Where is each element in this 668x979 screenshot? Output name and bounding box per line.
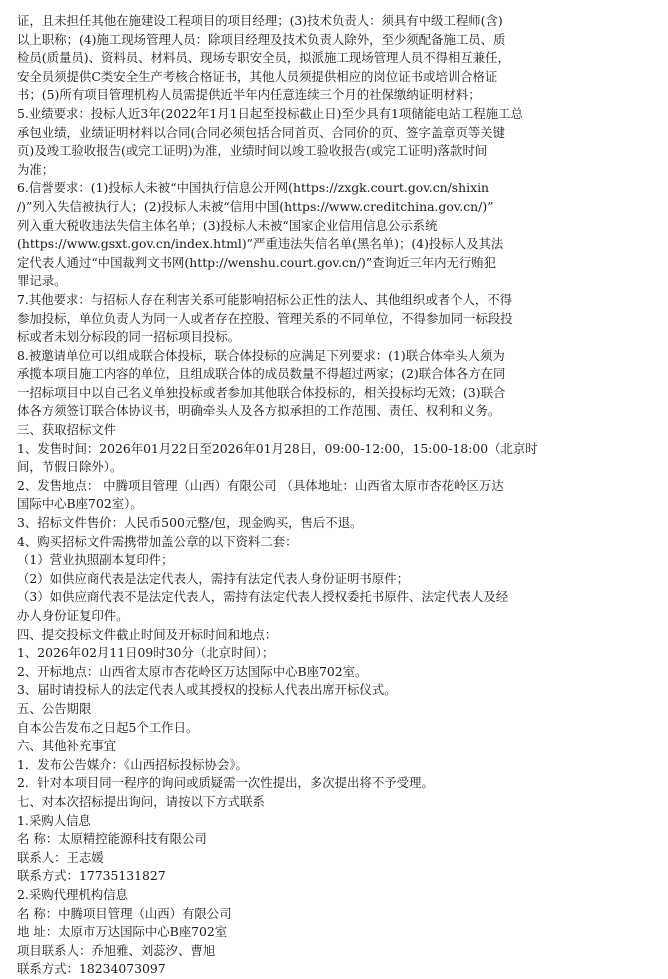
text-line: 1、2026年02月11日09时30分（北京时间）； <box>17 645 275 661</box>
text-line: 1.采购人信息 <box>17 812 91 828</box>
text-line: 5.业绩要求：投标人近3年(2022年1月1日起至投标截止日)至少具有1项储能电站工程施工总 <box>17 105 523 121</box>
text-line: 3、招标文件售价：人民币500元整/包，现金购买，售后不退。 <box>17 515 363 531</box>
text-line: 6.信誉要求：(1)投标人未被“中国执行信息公开网(https://zxgk.court.gov.cn/shixin <box>17 180 490 196</box>
text-line: 4、购买招标文件需携带加盖公章的以下资料二套： <box>17 533 298 549</box>
text-line: 三、获取招标文件 <box>17 422 117 438</box>
text-line: 2、开标地点：山西省太原市杏花岭区万达国际中心B座702室。 <box>17 663 368 679</box>
text-line: 定代表人通过“中国裁判文书网(http://wenshu.court.gov.cn/)”查询近三年内无行贿犯 <box>17 254 497 270</box>
text-line: 1、发售时间：2026年01月22日至2026年01月28日，09:00-12:00，15:00-18:00（北京时 <box>17 440 538 456</box>
text-line: 3、届时请投标人的法定代表人或其授权的投标人代表出席开标仪式。 <box>17 682 397 698</box>
text-line: 1．发布公告媒介：《山西招标投标协会》。 <box>17 756 248 772</box>
text-line: 办人身份证复印件。 <box>17 608 129 623</box>
text-line: 间，节假日除外）。 <box>17 459 123 475</box>
text-line: 为准； <box>17 161 55 177</box>
text-line: 检员(质量员)、资料员、材料员、现场专职安全员，拟派施工现场管理人员不得相互兼任， <box>17 50 510 66</box>
text-line: （2）如供应商代表是法定代表人，需持有法定代表人身份证明书原件； <box>17 570 409 586</box>
text-line: 自本公告发布之日起5个工作日。 <box>17 719 199 735</box>
text-line: 五、公告期限 <box>17 700 92 716</box>
text-line: 七、对本次招标提出询问，请按以下方式联系 <box>17 793 265 809</box>
text-line: （1）营业执照副本复印件； <box>17 552 174 568</box>
text-line: 名 称：太原精控能源科技有限公司 <box>17 831 207 847</box>
text-line: 体各方须签订联合体协议书，明确牵头人及各方拟承担的工作范围、责任、权利和义务。 <box>17 403 501 419</box>
text-line: 证，且未担任其他在施建设工程项目的项目经理；(3)技术负责人：须具有中级工程师(含) <box>17 13 503 28</box>
text-line: /)”列入失信被执行人；(2)投标人未被“信用中国(https://www.creditchina.gov.cn/)” <box>17 198 494 214</box>
text-line: 书；(5)所有项目管理机构人员需提供近半年内任意连续三个月的社保缴纳证明材料； <box>17 87 481 103</box>
text-line: 一招标项目中以自己名义单独投标或者参加其他联合体投标的，相关投标均无效；(3)联合 <box>17 384 506 400</box>
text-line: 名 称：中腾项目管理（山西）有限公司 <box>17 905 232 921</box>
text-line: 地 址：太原市万达国际中心B座702室 <box>17 924 228 940</box>
text-line: 罪记录。 <box>17 273 67 289</box>
text-line: 2．针对本项目同一程序的询问或质疑需一次性提出，多次提出将不予受理。 <box>17 775 434 791</box>
text-line: 承揽本项目施工内容的单位，且组成联合体的成员数量不得超过两家；(2)联合体各方在同 <box>17 366 506 382</box>
text-line: 联系方式：17735131827 <box>17 868 166 884</box>
text-line: 页)及竣工验收报告(或完工证明)为准，业绩时间以竣工验收报告(或完工证明)落款时间 <box>17 143 488 159</box>
text-line: 六、其他补充事宜 <box>17 738 117 754</box>
text-line: 项目联系人：乔旭雅、刘蕊汐、曹旭 <box>17 942 216 958</box>
text-line: （3）如供应商代表不是法定代表人，需持有法定代表人授权委托书原件、法定代表人及经 <box>17 589 509 605</box>
text-line: 2.采购代理机构信息 <box>17 886 128 902</box>
text-line: (https://www.gsxt.gov.cn/index.html)”严重违法失信名单(黑名单)；(4)投标人及其法 <box>17 236 504 252</box>
text-line: 2、发售地点： 中腾项目管理（山西）有限公司 （具体地址：山西省太原市杏花岭区万达 <box>17 477 504 493</box>
text-line: 四、提交投标文件截止时间及开标时间和地点： <box>17 626 278 642</box>
text-line: 安全员须提供C类安全生产考核合格证书，其他人员须提供相应的岗位证书或培训合格证 <box>17 68 498 84</box>
text-line: 参加投标，单位负责人为同一人或者存在控股、管理关系的不同单位，不得参加同一标段投 <box>17 310 513 326</box>
text-line: 联系人：王志媛 <box>17 849 104 865</box>
text-line: 联系方式：18234073097 <box>17 961 166 977</box>
text-line: 承包业绩，业绩证明材料以合同(合同必须包括合同首页、合同价的页、签字盖章页等关键 <box>17 124 506 140</box>
text-line: 标或者未划分标段的同一招标项目投标。 <box>17 329 241 345</box>
text-line: 国际中心B座702室）。 <box>17 496 143 512</box>
text-line: 列入重大税收违法失信主体名单；(3)投标人未被“国家企业信用信息公示系统 <box>17 217 438 233</box>
text-line: 以上职称；(4)施工现场管理人员：除项目经理及技术负责人除外，至少须配备施工员、质 <box>17 31 506 47</box>
text-line: 7.其他要求：与招标人存在利害关系可能影响招标公正性的法人、其他组织或者个人，不得 <box>17 291 513 307</box>
text-line: 8.被邀请单位可以组成联合体投标，联合体投标的应满足下列要求：(1)联合体牵头人须为 <box>17 347 505 363</box>
